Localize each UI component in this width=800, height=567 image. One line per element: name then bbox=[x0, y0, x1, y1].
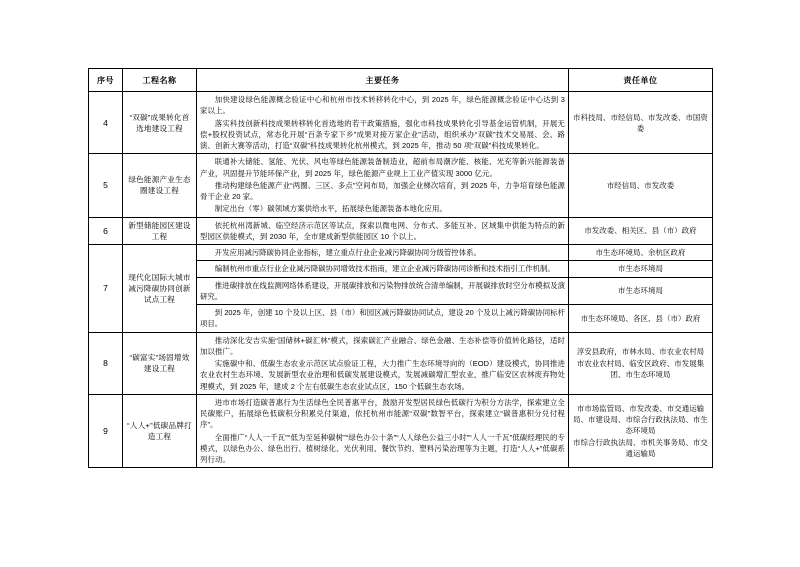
task-item: 开发应用减污降碳协同企业指标，建立重点行业企业减污降碳协同分级管控体系。 bbox=[214, 248, 481, 257]
task-item: 依托杭州湾新城、临空经济示范区等试点，探索以微电网、分布式、多能互补、区域集中供能为特点的新型园区供能模式，到 2030 年，全市建成新型供能园区 10 个以上。 bbox=[200, 220, 565, 241]
row-tasks bbox=[197, 305, 569, 333]
task-item: 落实科技创新科技成果转移转化首选地的若干政策措施，强化市科技成果转化引导基金运管机制，开展无偿+股权投资试点，常态化开展“百条专家下乡”成果对接万家企业”活动，组织承办“双碳”技术交易展、会、路演、创新大赛等活动，打造“双碳”科技成果转化杭州模式，到 2025 年，推动 50 项“双碳”科技成果转化。 bbox=[200, 118, 565, 150]
row-project-name: “人人+”低碳品牌打造工程 bbox=[123, 394, 197, 468]
task-item: 联通补大储能、氢能、光伏、风电等绿色能源装备制造业，超前布局潮汐能、核能、光充等新兴能源装备产业，巩固提升节能环保产业，到 2025 年，绿色能源产业规上工业产值实现 3000 亿元。 bbox=[200, 157, 565, 178]
table-row bbox=[89, 245, 713, 261]
task-item: 实施碳中和、低碳生态农业示范区试点验证工程，大力推广生态环境导向的（EOD）建设模式，协同推进农业农村生态环境、发展新型农业治理和低碳发展建设模式，发展减碳增汇型农业，推广临安区农林废弃物处理模式，到 2025 年，建成 2 个左右低碳生态农业试点区，150 个低碳生态农场。 bbox=[200, 359, 565, 391]
row-no: 5 bbox=[89, 154, 123, 217]
task-item: 推动构建绿色能源产业“两圈、三区、多点”空间布局，加强企业梯次培育，到 2025 年，力争培育绿色能源骨干企业 20 家。 bbox=[200, 180, 565, 201]
row-units bbox=[569, 154, 713, 217]
row-project-name: 绿色能源产业生态圈建设工程 bbox=[123, 154, 197, 217]
row-project-name: “双碳”成果转化首选地建设工程 bbox=[123, 92, 197, 154]
row-no: 7 bbox=[89, 245, 123, 333]
row-units bbox=[569, 92, 713, 154]
row-tasks bbox=[197, 277, 569, 305]
row-tasks bbox=[197, 217, 569, 245]
header-no: 序号 bbox=[89, 69, 123, 92]
table-row bbox=[89, 92, 713, 154]
row-tasks bbox=[197, 154, 569, 217]
row-tasks bbox=[197, 332, 569, 394]
row-units: 市生态环境局、各区、县（市）政府 bbox=[569, 305, 713, 333]
row-tasks bbox=[197, 261, 569, 277]
task-item: 进市市场打造碳普惠行为生活绿色全民普惠平台，鼓励开发型居民绿色低碳行为积分方法学，探索建立全民碳账户，拓展绿色低碳积分积累兑付渠道，依托杭州市能源“双碳”数智平台，探索建立“碳普惠积分兑付程序”。 bbox=[200, 397, 565, 430]
task-item: 全面推广“人人一千瓦”“低为至延种碳树”“绿色办公十条”“人人绿色公益三小时”“人人一千瓦”低碳经理民的专模式，以绿色办公、绿色出行、植树绿化、光伏利用、餐饮节约、塑料污染治理等为主题，打造“人人+”低碳系列行动。 bbox=[200, 432, 565, 464]
unit-item: 市综合行政执法局、市机关事务局、市交通运输局 bbox=[573, 437, 708, 458]
row-units bbox=[569, 217, 713, 245]
table-row bbox=[89, 154, 713, 217]
unit-item: 市市场监管局、市发改委、市交通运输局、市建设局、市综合行政执法局、市生态环境局 bbox=[573, 404, 708, 436]
row-no: 9 bbox=[89, 394, 123, 468]
row-units: 市生态环境局 bbox=[569, 261, 713, 277]
task-item: 制定出台（零）碳领域方案供给水平，拓展绿色能源装备本地化应用。 bbox=[214, 204, 448, 214]
row-project-name: “碳富实”场固增效建设工程 bbox=[123, 332, 197, 394]
table-row bbox=[89, 394, 713, 468]
task-item: 编制杭州市重点行业企业减污降碳协同增效技术指南，建立企业减污降碳协同诊断和技术指引工作机制。 bbox=[214, 264, 555, 274]
row-no: 4 bbox=[89, 92, 123, 154]
row-tasks bbox=[197, 92, 569, 154]
unit-item: 市经信局、市发改委 bbox=[606, 180, 675, 190]
task-item: 到 2025 年，创建 10 个及以上区、县（市）和园区减污降碳协同试点，建设 20 个及以上减污降碳协同标杆项目。 bbox=[200, 308, 565, 329]
row-project-name: 现代化国际大城市减污降碳协同创新试点工程 bbox=[123, 245, 197, 333]
row-tasks bbox=[197, 394, 569, 468]
row-units: 市生态环境局 bbox=[569, 277, 713, 305]
row-units: 市生态环境局、余杭区政府 bbox=[569, 245, 713, 261]
unit-item: 淳安县政府，市林水局、市农业农村局 bbox=[576, 347, 705, 357]
unit-item: 市发改委、相关区、县（市）政府 bbox=[584, 226, 697, 236]
header-task: 主要任务 bbox=[197, 69, 569, 92]
table-row bbox=[89, 332, 713, 394]
task-item: 推进碳排放在线监测网络体系建设，开展碳排放和污染物排放统合清单编制，开展碳排放时空分布模拟及演研究。 bbox=[200, 280, 565, 301]
header-name: 工程名称 bbox=[123, 69, 197, 92]
row-tasks bbox=[197, 245, 569, 261]
unit-item: 市科技局、市经信局、市发改委、市国资委 bbox=[573, 112, 708, 133]
table-row bbox=[89, 217, 713, 245]
row-no: 8 bbox=[89, 332, 123, 394]
row-no: 6 bbox=[89, 217, 123, 245]
row-units bbox=[569, 332, 713, 394]
task-item: 加快建设绿色能源概念验证中心和杭州市技术转移转化中心，到 2025 年，绿色能源概念验证中心达到 3 家以上。 bbox=[200, 95, 565, 116]
header-unit: 责任单位 bbox=[569, 69, 713, 92]
row-units bbox=[569, 394, 713, 468]
row-project-name: 新型储能园区建设工程 bbox=[123, 217, 197, 245]
table-header-row bbox=[89, 69, 713, 92]
policy-task-table bbox=[88, 68, 712, 468]
task-item: 推动深化安吉实施“国储林+碳汇林”模式，探索碳汇产业融合、绿色金融、生态补偿等价值转化路径，适时加以推广。 bbox=[200, 335, 565, 356]
unit-item: 市农业农村局、临安区政府、市发展集团、市生态环境局 bbox=[576, 358, 705, 379]
